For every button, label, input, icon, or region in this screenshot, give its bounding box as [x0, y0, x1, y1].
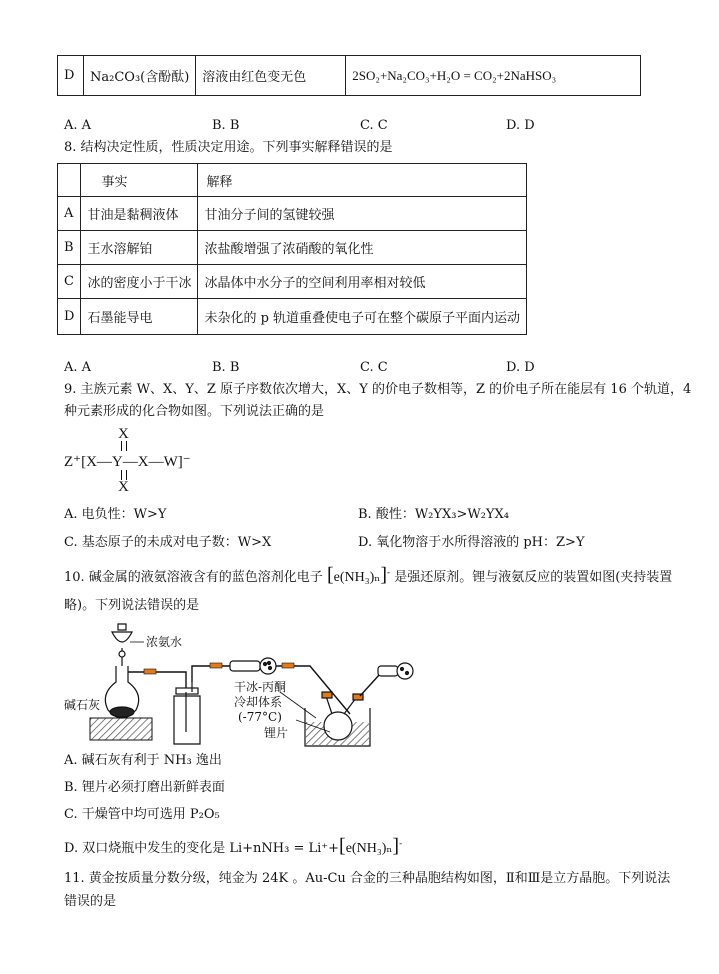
- q8-row-a-label: A: [58, 197, 81, 231]
- q8-row-b-fact: 王水溶解铂: [81, 231, 198, 265]
- q8-row-b-explanation: 浓盐酸增强了浓硝酸的氧化性: [198, 231, 527, 265]
- q8-options: [64, 359, 664, 377]
- heating-block: [90, 718, 152, 740]
- drying-tube-2: [378, 663, 413, 679]
- round-bottom-flask: [105, 666, 138, 718]
- q9-stem-line1: 9. 主族元素 W、X、Y、Z 原子序数依次增大，X、Y 的价电子数相等，Z 的价电子所在能层有 16 个轨道，4: [64, 382, 692, 397]
- q10-option-a[interactable]: A. 碱石灰有利于 NH₃ 逸出: [64, 753, 222, 768]
- q10-option-c[interactable]: C. 干燥管中均可选用 P₂O₅: [64, 807, 220, 822]
- label-cooling-2: 冷却体系: [234, 695, 283, 709]
- label-soda-lime: 碱石灰: [64, 698, 101, 712]
- q10-stem-line1: 10. 碱金属的液氨溶液含有的蓝色溶剂化电子 [e(NH₃)ₙ]- 是强还原剂。锂与液氨反应的装置如图(夹持装置: [64, 564, 673, 586]
- q8-row-d-explanation: 未杂化的 p 轨道重叠使电子可在整个碳原子平面内运动: [198, 299, 527, 335]
- q9-structure: [64, 426, 244, 498]
- q10-option-d[interactable]: D. 双口烧瓶中发生的变化是 Li+nNH₃ = Li⁺+[e(NH₃)ₙ]-: [64, 835, 403, 857]
- q7-option-b[interactable]: B. B: [212, 118, 240, 133]
- q9-structure-main: Z⁺[X—Y—X—W]⁻: [64, 454, 191, 470]
- label-cooling-1: 干冰-丙酮: [234, 680, 287, 694]
- separatory-funnel: [112, 624, 132, 666]
- q8-row-d-fact: 石墨能导电: [81, 299, 198, 335]
- q9-structure-top-x: X: [118, 426, 129, 442]
- q7-row-d-substance: Na₂CO₃(含酚酞): [84, 56, 196, 96]
- q11-stem-line2: 错误的是: [64, 894, 117, 909]
- q8-row-a-explanation: 甘油分子间的氢键较强: [198, 197, 527, 231]
- q10-option-d-bracket-open: [: [339, 835, 346, 857]
- q8-row-b-label: B: [58, 231, 81, 265]
- q8-option-b[interactable]: B. B: [212, 360, 240, 375]
- q7-option-d[interactable]: D. D: [506, 118, 535, 133]
- q7-row-d-equation: 2SO₂+Na₂CO₃+H₂O = CO₂+2NaHSO₃: [346, 56, 641, 96]
- q8-row-c-label: C: [58, 265, 81, 299]
- tube-connector-1: [144, 669, 156, 674]
- q7-option-c[interactable]: C. C: [360, 118, 388, 133]
- q9-structure-bottom-x: X: [118, 479, 129, 495]
- q10-stem-post: 是强还原剂。锂与液氨反应的装置如图(夹持装置: [394, 570, 673, 585]
- wash-bottle: [174, 682, 200, 744]
- q8-option-a[interactable]: A. A: [64, 360, 92, 375]
- tube-2: [192, 666, 230, 682]
- q8-stem: 8. 结构决定性质，性质决定用途。下列事实解释错误的是: [64, 140, 393, 155]
- q7-option-a[interactable]: A. A: [64, 118, 92, 133]
- q8-row-a-fact: 甘油是黏稠液体: [81, 197, 198, 231]
- q9-option-c[interactable]: C. 基态原子的未成对电子数：W>X: [64, 535, 272, 550]
- drying-tube-1: [230, 658, 276, 674]
- q8-table: [57, 163, 527, 335]
- q7-row-d-phenomenon: 溶液由红色变无色: [196, 56, 346, 96]
- q9-stem-line2: 种元素形成的化合物如图。下列说法正确的是: [64, 404, 325, 419]
- tube-3: [276, 666, 350, 714]
- q10-option-d-bracket-close: ]: [392, 835, 400, 857]
- q8-option-d[interactable]: D. D: [506, 360, 535, 375]
- q10-bracket-open: [: [326, 564, 334, 586]
- label-ammonia: 浓氨水: [146, 635, 183, 649]
- q8-header-fact: 事实: [81, 164, 198, 197]
- q7-row-d-table: [57, 55, 641, 96]
- q9-option-b[interactable]: B. 酸性：W₂YX₃>W₂YX₄: [358, 507, 509, 522]
- q9-option-a[interactable]: A. 电负性：W>Y: [64, 507, 167, 522]
- q10-option-b[interactable]: B. 锂片必须打磨出新鲜表面: [64, 780, 225, 795]
- q10-bracket-close: ]: [380, 564, 387, 586]
- q8-row-c-explanation: 冰晶体中水分子的空间利用率相对较低: [198, 265, 527, 299]
- q9-structure-top-double-bond: [121, 441, 127, 451]
- q7-row-d-label: D: [58, 56, 84, 96]
- label-cooling-3: (-77°C): [238, 710, 282, 724]
- q9-option-d[interactable]: D. 氧化物溶于水所得溶液的 pH：Z>Y: [358, 535, 585, 550]
- q8-header-label: [58, 164, 81, 197]
- q10-option-d-text: D. 双口烧瓶中发生的变化是 Li+nNH₃ = Li⁺+: [64, 841, 340, 856]
- tube-4: [360, 674, 380, 696]
- tube-connector-2: [210, 663, 222, 668]
- label-lithium: 锂片: [264, 726, 289, 740]
- q10-stem-line2: 略)。下列说法错误的是: [64, 598, 200, 613]
- tube-connector-3: [282, 663, 294, 668]
- q8-header-explanation: 解释: [198, 164, 527, 197]
- q7-options: [64, 117, 664, 135]
- q8-row-d-label: D: [58, 299, 81, 335]
- q11-stem-line1: 11. 黄金按质量分数分级，纯金为 24K 。Au-Cu 合金的三种晶胞结构如图，Ⅱ和Ⅲ是立方晶胞。下列说法: [64, 871, 671, 886]
- q10-stem-electron: e(NH₃)ₙ: [333, 570, 381, 585]
- q10-stem-pre: 10. 碱金属的液氨溶液含有的蓝色溶剂化电子: [64, 570, 323, 585]
- q10-option-d-electron: e(NH₃)ₙ: [345, 841, 393, 856]
- q8-option-c[interactable]: C. C: [360, 360, 388, 375]
- q8-row-c-fact: 冰的密度小于干冰: [81, 265, 198, 299]
